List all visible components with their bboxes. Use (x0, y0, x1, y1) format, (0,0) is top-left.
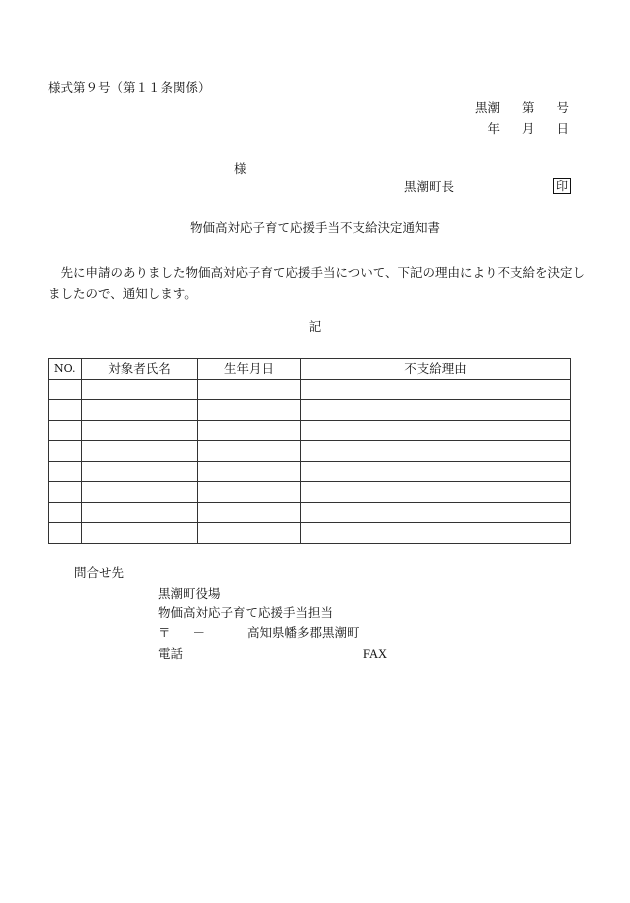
issue-date (465, 123, 569, 136)
table-cell (198, 461, 301, 482)
sender-name: 黒潮町長 (404, 179, 455, 194)
phone-label: 電話 (158, 646, 184, 661)
seal-mark: 印 (553, 178, 571, 194)
doc-number-prefix: 黒潮 (474, 100, 500, 115)
date-day: 日 (556, 121, 569, 136)
document-title: 物価高対応子育て応援手当不支給決定通知書 (189, 220, 440, 235)
inquiry-department: 物価高対応子育て応援手当担当 (158, 605, 334, 620)
table-cell (198, 502, 301, 523)
header-birthdate: 生年月日 (198, 359, 301, 380)
table-cell (49, 482, 82, 503)
addressee-honorific: 様 (234, 161, 247, 176)
table-cell (198, 523, 301, 544)
table-cell (82, 441, 198, 462)
inquiry-label: 問合せ先 (74, 565, 125, 580)
inquiry-postal-address (158, 627, 360, 640)
table-body (49, 379, 571, 543)
body-paragraph: 先に申請のありました物価高対応子育て応援手当について、下記の理由により不支給を決定しましたので、通知します。 (48, 265, 586, 301)
postal-dash: － (192, 625, 206, 640)
table-cell (82, 379, 198, 400)
table-cell (198, 379, 301, 400)
table-row (49, 379, 571, 400)
table-cell (198, 441, 301, 462)
table-cell (49, 502, 82, 523)
table-cell (198, 482, 301, 503)
table-cell (49, 441, 82, 462)
table-cell (82, 523, 198, 544)
table-row (49, 523, 571, 544)
table-cell (301, 441, 571, 462)
table-cell (49, 461, 82, 482)
form-number: 様式第９号（第１１条関係） (48, 80, 211, 95)
table-row (49, 400, 571, 421)
inquiry-office: 黒潮町役場 (158, 586, 221, 601)
address-text: 高知県幡多郡黒潮町 (247, 625, 360, 640)
table-row (49, 441, 571, 462)
table-row (49, 502, 571, 523)
date-month: 月 (521, 121, 535, 136)
table-cell (301, 502, 571, 523)
table-cell (82, 420, 198, 441)
header-name: 対象者氏名 (82, 359, 198, 380)
non-payment-table (48, 358, 571, 544)
table-cell (198, 400, 301, 421)
table-cell (82, 461, 198, 482)
table-cell (82, 502, 198, 523)
header-no: NO. (49, 359, 82, 380)
table-header-row (49, 359, 571, 380)
table-cell (301, 420, 571, 441)
date-year: 年 (487, 121, 500, 136)
table-row (49, 482, 571, 503)
table-cell (301, 400, 571, 421)
ki-label: 記 (308, 319, 322, 334)
table-cell (49, 400, 82, 421)
doc-number-go: 号 (556, 100, 569, 115)
table-cell (82, 400, 198, 421)
doc-number-dai: 第 (521, 100, 535, 115)
table-cell (198, 420, 301, 441)
table-row (49, 420, 571, 441)
table-cell (301, 379, 571, 400)
table-row (49, 461, 571, 482)
table-cell (301, 523, 571, 544)
postal-mark: 〒 (158, 625, 171, 640)
table-cell (49, 523, 82, 544)
document-number (453, 102, 569, 115)
fax-label: FAX (363, 647, 388, 661)
table-cell (49, 379, 82, 400)
table-cell (49, 420, 82, 441)
table-cell (301, 461, 571, 482)
header-reason: 不支給理由 (301, 359, 571, 380)
table-cell (82, 482, 198, 503)
table-cell (301, 482, 571, 503)
